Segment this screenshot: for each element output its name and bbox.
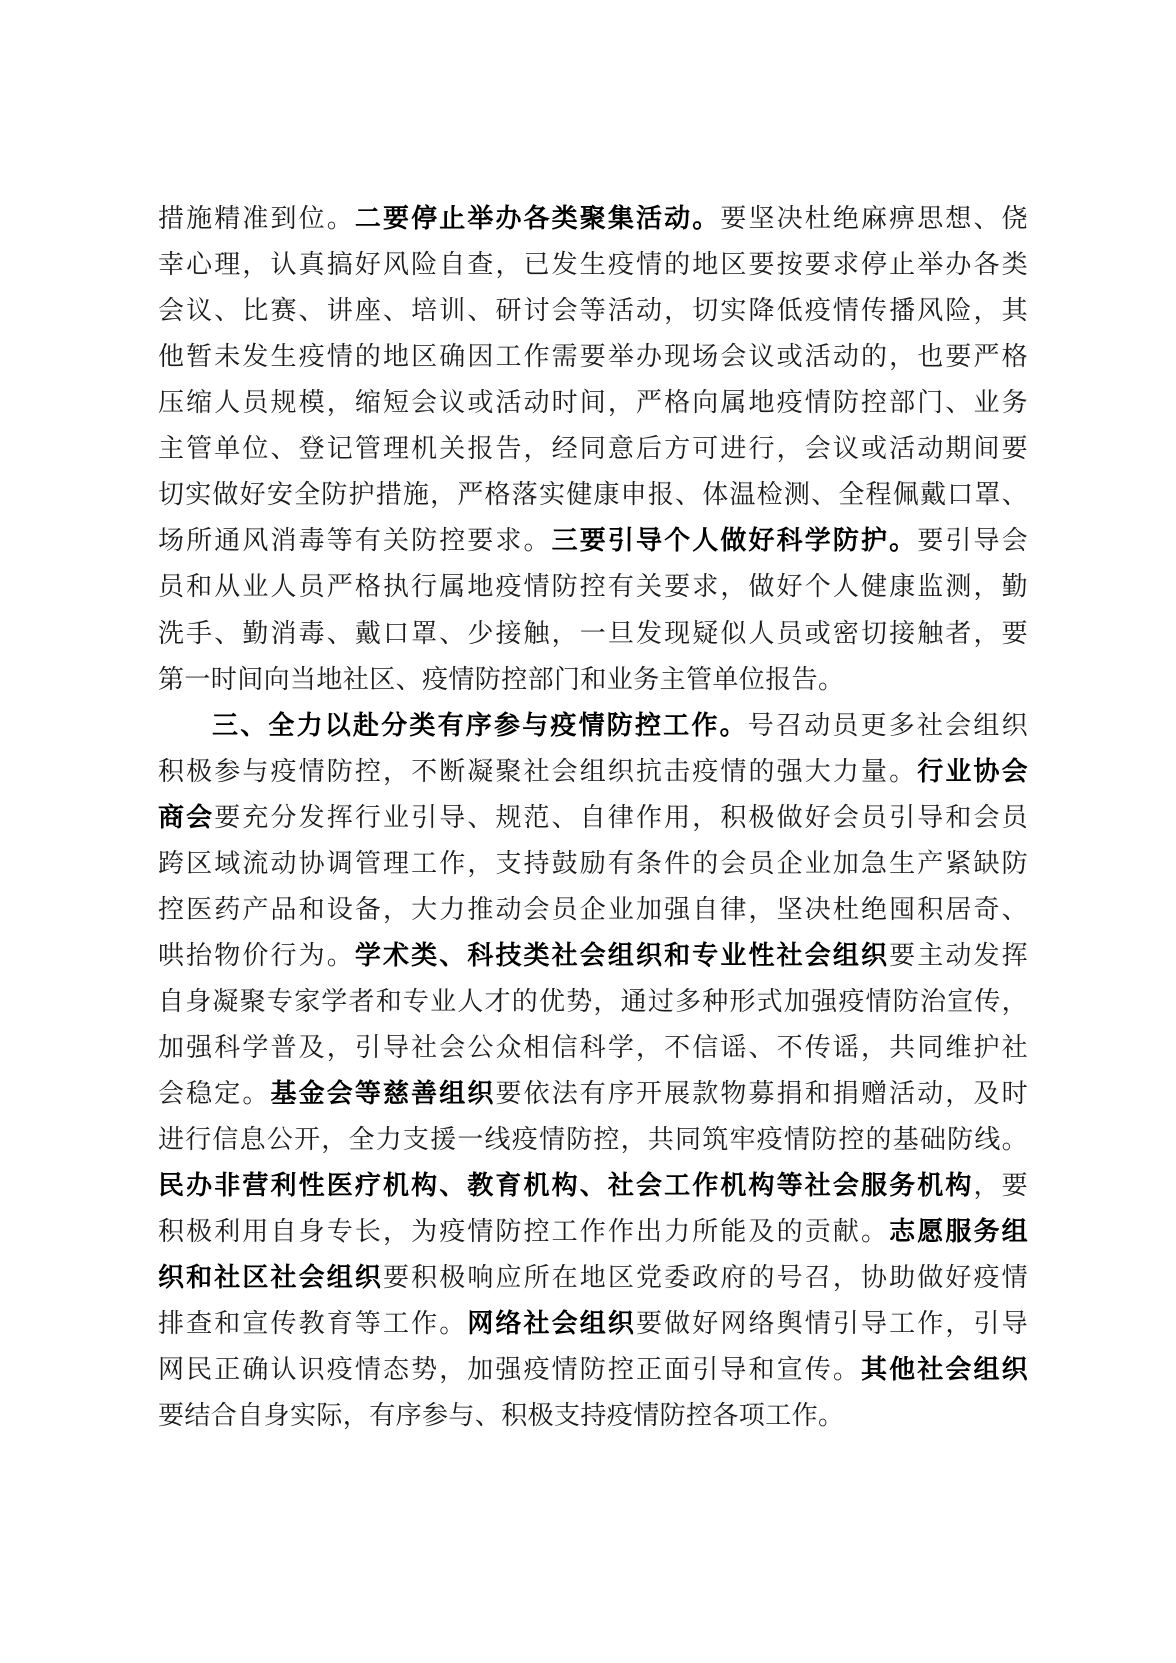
bold-text-run: 基金会等慈善组织 — [270, 1078, 496, 1109]
text-run: 要充分发挥行业引导、规范、自律作用，积极做好会员引导和会员 — [214, 802, 1028, 833]
bold-text-run: 三、全力以赴分类有序参与疫情防控工作。 — [212, 710, 748, 741]
text-line — [158, 563, 1028, 611]
text-run: 网民正确认识疫情态势，加强疫情防控正面引导和宣传。 — [158, 1355, 861, 1386]
text-run: 会稳定。 — [158, 1078, 271, 1109]
text-line — [158, 471, 1028, 519]
text-line — [158, 1162, 1028, 1210]
text-run: 哄抬物价行为。 — [158, 940, 355, 971]
text-run: 他暂未发生疫情的地区确因工作需要举办现场会议或活动的，也要严格 — [158, 342, 1028, 373]
bold-text-run: 行业协会 — [917, 756, 1028, 787]
text-line — [158, 1392, 1028, 1440]
text-line — [158, 379, 1028, 427]
text-run: 控医药产品和设备，大力推动会员企业加强自律，坚决杜绝囤积居奇、 — [158, 894, 1028, 925]
text-line — [158, 517, 1028, 565]
text-line — [158, 840, 1028, 888]
bold-text-run: 学术类、科技类社会组织和专业性社会组织 — [354, 940, 890, 971]
text-run: 第一时间向当地社区、疫情防控部门和业务主管单位报告。 — [158, 664, 845, 695]
text-line — [158, 748, 1028, 796]
bold-text-run: 志愿服务组 — [889, 1217, 1028, 1248]
text-run: 措施精准到位。 — [158, 204, 355, 234]
text-run: ，要 — [973, 1171, 1028, 1201]
text-run: 加强科学普及，引导社会公众相信科学，不信谣、不传谣，共同维护社 — [158, 1032, 1028, 1063]
text-run: 要坚决杜绝麻痹思想、侥 — [720, 204, 1028, 234]
text-run: 会议、比赛、讲座、培训、研讨会等活动，切实降低疫情传播风险，其 — [158, 296, 1028, 327]
bold-text-run: 其他社会组织 — [860, 1355, 1028, 1386]
text-run: 员和从业人员严格执行属地疫情防控有关要求，做好个人健康监测，勤 — [158, 572, 1028, 603]
text-line — [158, 1346, 1028, 1394]
text-run: 自身凝聚专家学者和专业人才的优势，通过多种形式加强疫情防治宣传， — [158, 986, 1028, 1017]
text-run: 要引导会 — [917, 526, 1028, 557]
text-run: 主管单位、登记管理机关报告，经同意后方可进行，会议或活动期间要 — [158, 434, 1028, 465]
text-run: 要积极响应所在地区党委政府的号召，协助做好疫情 — [382, 1263, 1029, 1294]
text-line — [158, 932, 1028, 980]
text-run: 号召动员更多社会组织 — [747, 710, 1028, 741]
text-line — [158, 1024, 1028, 1072]
text-run: 切实做好安全防护措施，严格落实健康申报、体温检测、全程佩戴口罩、 — [158, 480, 1028, 511]
text-run: 跨区域流动协调管理工作，支持鼓励有条件的会员企业加急生产紧缺防 — [158, 848, 1028, 879]
text-run: 要结合自身实际，有序参与、积极支持疫情防控各项工作。 — [158, 1401, 845, 1432]
text-line — [158, 1254, 1028, 1302]
text-line — [158, 241, 1028, 289]
bold-text-run: 三要引导个人做好科学防护。 — [551, 526, 918, 557]
text-line — [158, 195, 1028, 243]
text-line — [158, 886, 1028, 934]
text-run: 洗手、勤消毒、戴口罩、少接触，一旦发现疑似人员或密切接触者，要 — [158, 618, 1028, 649]
bold-text-run: 织和社区社会组织 — [158, 1263, 383, 1294]
text-line — [158, 656, 1028, 704]
text-run: 进行信息公开，全力支援一线疫情防控，共同筑牢疫情防控的基础防线。 — [158, 1125, 1028, 1155]
text-line — [158, 1116, 1028, 1164]
text-run: 要主动发挥 — [889, 940, 1028, 971]
text-line — [158, 425, 1028, 473]
text-line — [212, 702, 1028, 750]
bold-text-run: 民办非营利性医疗机构、教育机构、社会工作机构等社会服务机构 — [158, 1171, 974, 1201]
text-line — [158, 1208, 1028, 1256]
text-run: 积极参与疫情防控，不断凝聚社会组织抗击疫情的强大力量。 — [158, 756, 918, 787]
bold-text-run: 二要停止举办各类聚集活动。 — [354, 204, 721, 234]
text-run: 要依法有序开展款物募捐和捐赠活动，及时 — [495, 1078, 1029, 1109]
text-run: 压缩人员规模，缩短会议或活动时间，严格向属地疫情防控部门、业务 — [158, 388, 1028, 419]
text-line — [158, 1070, 1028, 1118]
text-run: 幸心理，认真搞好风险自查，已发生疫情的地区要按要求停止举办各类 — [158, 250, 1028, 281]
text-line — [158, 1300, 1028, 1348]
text-run: 要做好网络舆情引导工作，引导 — [636, 1309, 1028, 1340]
text-line — [158, 333, 1028, 381]
text-line — [158, 287, 1028, 335]
text-run: 积极利用自身专长，为疫情防控工作作出力所能及的贡献。 — [158, 1217, 890, 1248]
text-run: 排查和宣传教育等工作。 — [158, 1309, 468, 1340]
text-line — [158, 610, 1028, 658]
text-line — [158, 978, 1028, 1026]
bold-text-run: 网络社会组织 — [467, 1309, 637, 1340]
bold-text-run: 商会 — [158, 802, 215, 833]
text-line — [158, 794, 1028, 842]
text-run: 场所通风消毒等有关防控要求。 — [158, 526, 552, 557]
